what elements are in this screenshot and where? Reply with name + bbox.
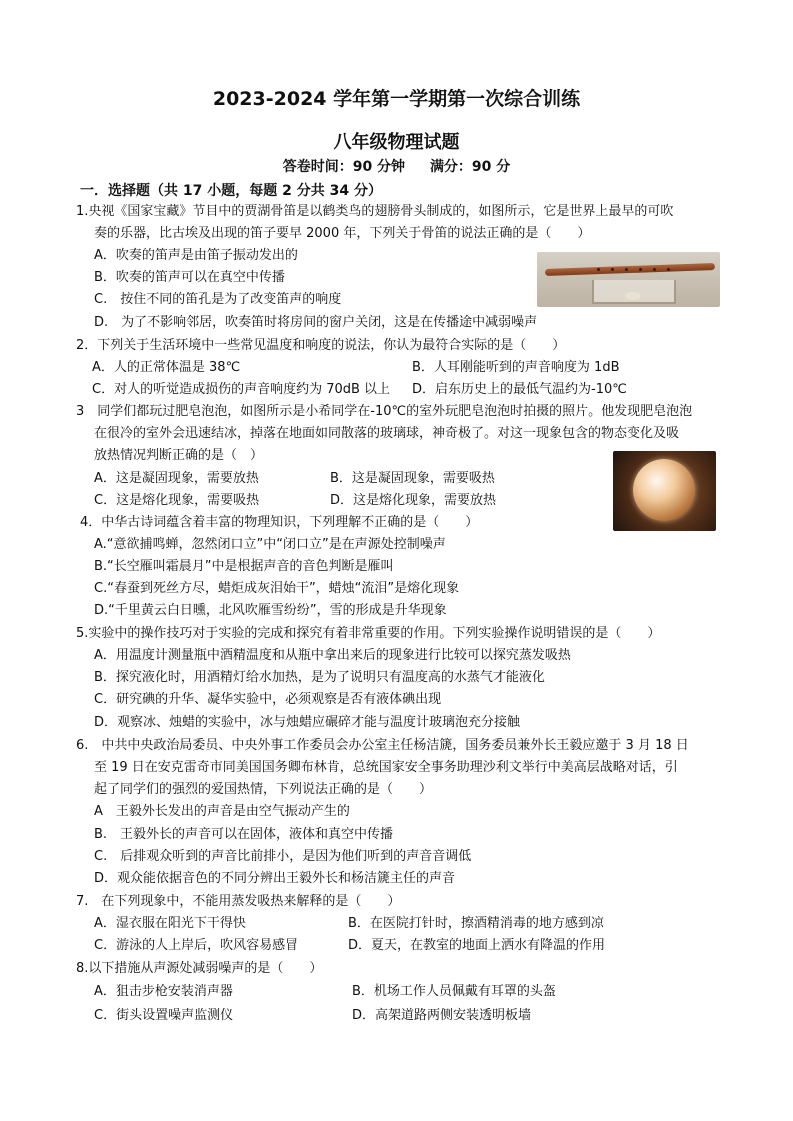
section-heading: 一．选择题（共 17 小题，每题 2 分共 34 分） [80,183,382,199]
q8-stem: 8.以下措施从声源处减弱噪声的是（ ） [76,961,323,976]
q6-option-b: B. 王毅外长的声音可以在固体，液体和真空中传播 [94,827,394,842]
q7-option-d: D．夏天，在教室的地面上洒水有降温的作用 [348,938,606,953]
q8-option-a: A．狙击步枪安装消声器 [94,984,233,999]
q5-option-c: C．研究碘的升华、凝华实验中，必须观察是否有液体碘出现 [94,692,442,707]
q1-stem-2: 奏的乐器，比古埃及出现的笛子要早 2000 年，下列关于骨笛的说法正确的是（ ） [94,226,591,241]
q2-stem: 2．下列关于生活环境中一些常见温度和响度的说法，你认为最符合实际的是（ ） [76,338,566,353]
frozen-bubble [633,459,695,521]
q5-stem: 5.实验中的操作技巧对于实验的完成和探究有着非常重要的作用。下列实验操作说明错误的是（ ） [76,626,661,641]
q2-option-b: B．人耳刚能听到的声音响度为 1dB [412,360,620,375]
q6-stem-3: 起了同学们的强烈的爱国热情，下列说法正确的是（ ） [94,782,433,797]
q4-option-a: A.“意欲捕鸣蝉，忽然闭口立”中“闭口立”是在声源处控制噪声 [94,537,446,552]
q3-stem-3: 放热情况判断正确的是（ ） [94,448,264,463]
flute-hole [639,268,642,271]
q2-option-a: A．人的正常体温是 38℃ [92,360,241,375]
exam-time: 答卷时间：90 分钟 [282,159,406,175]
q4-option-b: B.“长空雁叫霜晨月”中是根据声音的音色判断是雁叫 [94,559,394,574]
q1-stem-1: 1.央视《国家宝藏》节目中的贾湖骨笛是以鹤类鸟的翅膀骨头制成的，如图所示，它是世界上最早的可吹 [76,204,674,219]
exam-subtitle: 八年级物理试题 [333,132,460,153]
q4-stem: 4．中华古诗词蕴含着丰富的物理知识，下列理解不正确的是（ ） [80,515,479,530]
q6-option-c: C. 后排观众听到的声音比前排小，是因为他们听到的声音音调低 [94,849,472,864]
q7-option-c: C．游泳的人上岸后，吹风容易感冒 [94,938,299,953]
q8-option-c: C．街头设置噪声监测仪 [94,1008,234,1023]
exam-title: 2023-2024 学年第一学期第一次综合训练 [212,88,581,110]
q5-option-b: B．探究液化时，用酒精灯给水加热，是为了说明只有温度高的水蒸气才能液化 [94,670,545,685]
q3-option-a: A．这是凝固现象，需要放热 [94,471,259,486]
q1-option-d: D. 为了不影响邻居，吹奏笛时将房间的窗户关闭，这是在传播途中减弱噪声 [94,315,538,330]
flute-hole [667,268,670,271]
q5-option-a: A．用温度计测量瓶中酒精温度和从瓶中拿出来后的现象进行比较可以探究蒸发吸热 [94,648,571,663]
q6-stem-1: 6. 中共中央政治局委员、中央外事工作委员会办公室主任杨洁篪，国务委员兼外长王毅应邀于 3 月 18 日 [76,738,689,753]
q5-option-d: D．观察冰、烛蜡的实验中，冰与烛蜡应碾碎才能与温度计玻璃泡充分接触 [94,715,521,730]
q4-option-c: C.“春蚕到死丝方尽，蜡炬成灰泪始干”，蜡烛“流泪”是熔化现象 [94,581,460,596]
flute-hole [625,268,628,271]
q1-option-b: B．吹奏的笛声可以在真空中传播 [94,270,285,285]
exam-score: 满分：90 分 [429,159,511,175]
flute-stand-base [625,292,641,300]
q6-stem-2: 至 19 日在安克雷奇市同美国国务卿布林肯，总统国家安全事务助理沙利文举行中美高层战略对话，引 [94,760,678,775]
q4-option-d: D.“千里黄云白日曛，北风吹雁雪纷纷”，雪的形成是升华现象 [94,603,447,618]
bone-flute [545,263,715,276]
q2-option-d: D．启东历史上的最低气温约为-10℃ [412,382,627,397]
q7-stem: 7. 在下列现象中，不能用蒸发吸热来解释的是（ ） [76,894,401,909]
q7-option-a: A．湿衣服在阳光下干得快 [94,916,246,931]
q1-option-c: C. 按住不同的笛孔是为了改变笛声的响度 [94,292,342,307]
exam-info [0,156,793,176]
flute-hole [597,268,600,271]
bone-flute-photo [537,252,720,307]
q2-option-c: C．对人的听觉造成损伤的声音响度约为 70dB 以上 [92,382,391,397]
q7-option-b: B．在医院打针时，擦酒精消毒的地方感到凉 [348,916,604,931]
q6-option-d: D．观众能依据音色的不同分辨出王毅外长和杨洁篪主任的声音 [94,871,456,886]
q6-option-a: A 王毅外长发出的声音是由空气振动产生的 [94,804,350,819]
q1-option-a: A．吹奏的笛声是由笛子振动发出的 [94,248,298,263]
q3-option-c: C．这是熔化现象，需要吸热 [94,493,260,508]
q8-option-d: D．高架道路两侧安装透明板墙 [352,1008,532,1023]
frozen-bubble-photo [613,451,716,531]
flute-hole [653,268,656,271]
q3-option-d: D．这是熔化现象，需要放热 [330,493,497,508]
flute-hole [611,268,614,271]
q3-stem-1: 3 同学们都玩过肥皂泡泡，如图所示是小希同学在-10℃的室外玩肥皂泡泡时拍摄的照片。他发现肥皂泡泡 [76,404,693,419]
q3-option-b: B．这是凝固现象，需要吸热 [330,471,495,486]
q3-stem-2: 在很冷的室外会迅速结冰，掉落在地面如同散落的玻璃球，神奇极了。对这一现象包含的物态变化及吸 [94,426,680,441]
q8-option-b: B．机场工作人员佩戴有耳罩的头盔 [352,984,556,999]
